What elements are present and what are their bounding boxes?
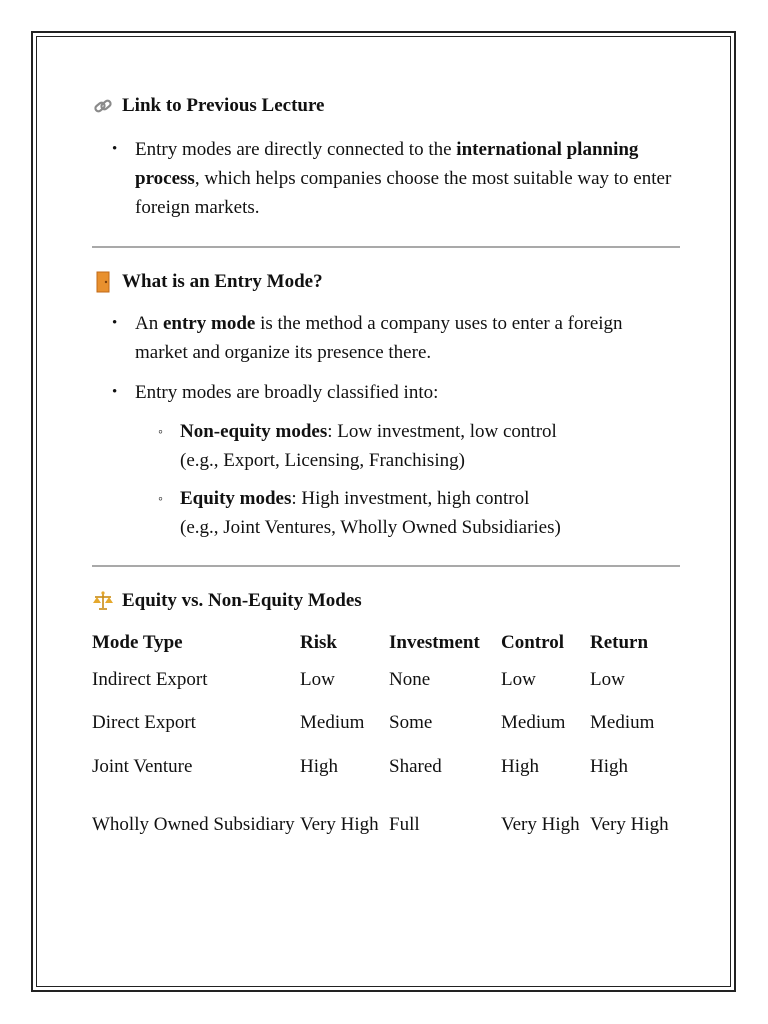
sub-list-item: [135, 484, 680, 542]
table-cell: Medium: [300, 712, 365, 733]
section-divider: [92, 565, 680, 567]
section-link-to-previous-lecture: [92, 92, 680, 222]
bold-term: entry mode: [162, 313, 256, 334]
section-equity-vs-non-equity: [92, 587, 680, 860]
table-cell: Very High: [590, 813, 669, 835]
section-heading-link: [92, 92, 680, 120]
bullet-text: , which helps companies choose the most suitable way to enter foreign markets.: [135, 168, 672, 218]
door-icon: [92, 271, 114, 293]
table-cell: Low: [590, 668, 625, 690]
table-cell: Medium: [501, 712, 566, 733]
bold-term: Non-equity modes: [180, 421, 328, 442]
link-icon: [92, 95, 114, 117]
bullet-text: is the method a company uses to enter a foreign market and organize its presence there.: [135, 313, 623, 363]
comparison-table: [92, 627, 680, 860]
list-item: [92, 135, 680, 222]
section-heading-what: [92, 268, 680, 296]
bullet-text: An: [135, 313, 163, 334]
list-item: [92, 378, 680, 542]
table-cell: Very High: [300, 813, 379, 835]
sub-bullet-example: (e.g., Joint Ventures, Wholly Owned Subsidiaries): [180, 517, 561, 538]
table-cell: Low: [300, 668, 335, 690]
column-header: Return: [590, 631, 649, 653]
table-cell: Full: [389, 813, 420, 835]
sub-bullet-example: (e.g., Export, Licensing, Franchising): [180, 450, 465, 471]
table-cell: High: [590, 755, 628, 777]
bold-term: Equity modes: [180, 488, 292, 509]
sub-list-item: [135, 417, 680, 475]
bullet-text: Entry modes are directly connected to the: [135, 139, 457, 160]
table-cell: Direct Export: [92, 712, 196, 733]
bullet-list: [92, 309, 680, 542]
column-header: Investment: [389, 631, 480, 653]
table-cell: Shared: [389, 755, 442, 777]
section-what-is-entry-mode: [92, 268, 680, 542]
column-header: Control: [501, 631, 564, 653]
section-divider: [92, 246, 680, 248]
table-cell: Wholly Owned Subsidiary: [92, 813, 295, 835]
list-item: [92, 309, 680, 367]
sub-bullet-text: : High investment, high control: [291, 488, 530, 509]
section-title: Equity vs. Non-Equity Modes: [122, 590, 362, 611]
table-row: [92, 701, 680, 744]
table-cell: Indirect Export: [92, 668, 208, 690]
column-header: Risk: [300, 631, 337, 653]
table-cell: High: [501, 755, 539, 777]
table-cell: Some: [389, 712, 433, 733]
document-content: [92, 92, 680, 860]
table-header-row: [92, 627, 680, 657]
section-heading-compare: [92, 587, 680, 615]
bullet-text: Entry modes are broadly classified into:: [135, 382, 439, 403]
table-cell: Medium: [590, 712, 655, 733]
table-row: [92, 788, 680, 860]
section-title: What is an Entry Mode?: [122, 271, 323, 292]
bold-term: international planning process: [135, 139, 639, 189]
column-header: Mode Type: [92, 631, 183, 653]
scales-icon: [92, 590, 114, 612]
table-cell: Very High: [501, 813, 580, 835]
sub-bullet-list: [135, 417, 680, 542]
bullet-list: [92, 135, 680, 222]
table-row: [92, 744, 680, 788]
table-cell: None: [389, 668, 431, 690]
table-cell: Low: [501, 668, 536, 690]
table-cell: High: [300, 755, 338, 777]
table-cell: Joint Venture: [92, 755, 193, 777]
section-title: Link to Previous Lecture: [122, 95, 325, 116]
sub-bullet-text: : Low investment, low control: [327, 421, 557, 442]
table-row: [92, 657, 680, 701]
